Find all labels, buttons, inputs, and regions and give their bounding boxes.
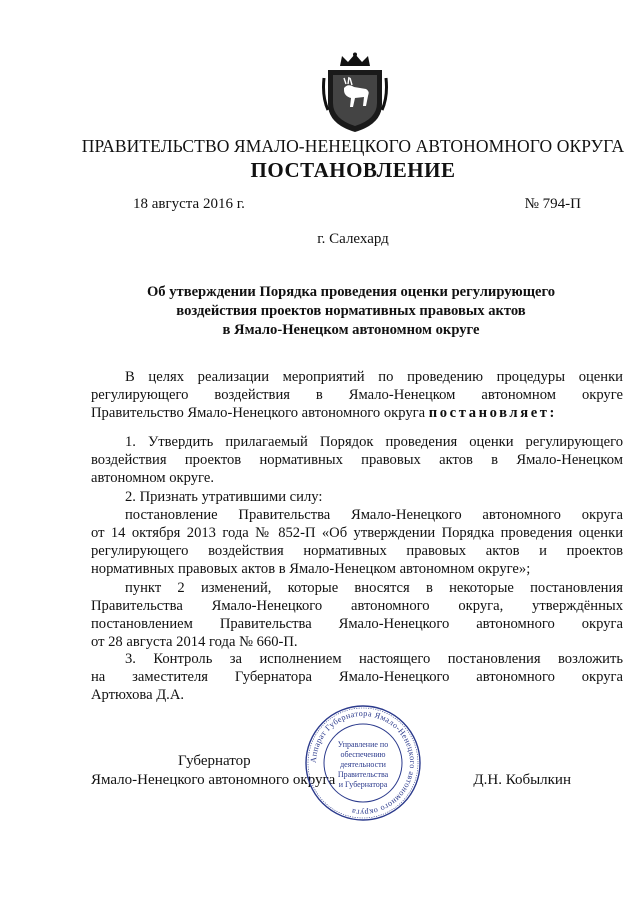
- text-line: нормативных правовых актов в Ямало-Ненецком автономном округе»;: [91, 561, 531, 578]
- text-line: регулирующего воздействия в Ямало-Ненецком автономном округе: [91, 387, 623, 404]
- text-line: на заместителя Губернатора Ямало-Ненецкого автономного округа: [91, 669, 623, 686]
- preamble-paragraph: [91, 368, 623, 423]
- text-line: Правительства Ямало-Ненецкого автономного округа, утверждённых: [91, 597, 623, 614]
- stamp-center-line: и Губернатора: [338, 780, 388, 789]
- text-line: 1. Утвердить прилагаемый Порядок проведения оценки регулирующего: [125, 434, 623, 450]
- text-line: воздействия проектов нормативных правовых актов в Ямало-Ненецком: [91, 452, 623, 469]
- stamp-center-line: Правительства: [337, 770, 389, 779]
- document-number: № 794-П: [524, 196, 581, 212]
- title-line: воздействия проектов нормативных правовых актов: [176, 303, 526, 319]
- text-line: от 14 октября 2013 года № 852-П «Об утверждении Порядка проведения оценки: [91, 524, 623, 541]
- signatory-position: [91, 752, 335, 790]
- position-title: Губернатор: [178, 753, 251, 769]
- text-line: автономном округе.: [91, 470, 214, 487]
- decree-items: [91, 433, 623, 651]
- title-line: Об утверждении Порядка проведения оценки регулирующего: [146, 284, 556, 300]
- document-title: [126, 283, 576, 340]
- title-line: в Ямало-Ненецком автономном округе: [222, 322, 480, 338]
- text-line: постановление Правительства Ямало-Ненецкого автономного округа: [125, 506, 623, 523]
- document-type: ПОСТАНОВЛЕНИЕ: [250, 158, 456, 182]
- government-name: ПРАВИТЕЛЬСТВО ЯМАЛО-НЕНЕЦКОГО АВТОНОМНОГО ОКРУГА: [81, 136, 625, 156]
- control-paragraph: [91, 650, 623, 705]
- text-line: от 28 августа 2014 года № 660-П.: [91, 634, 298, 651]
- decree-verb: постановляет:: [428, 405, 558, 422]
- stamp-ring-text: Аппарат Губернатора Ямало-Ненецкого автономного округа: [308, 708, 418, 818]
- text-fragment: Правительство Ямало-Ненецкого автономного округа: [91, 405, 429, 422]
- stamp-center-line: обеспечению: [340, 750, 386, 759]
- stamp-center-line: деятельности: [340, 760, 386, 769]
- coat-of-arms-emblem: [322, 52, 388, 134]
- text-line: пункт 2 изменений, которые вносятся в некоторые постановления: [125, 579, 623, 596]
- signatory-name: Д.Н. Кобылкин: [473, 772, 571, 788]
- document-date: 18 августа 2016 г.: [133, 196, 245, 212]
- text-line: постановлением Правительства Ямало-Ненецкого автономного округа: [91, 615, 623, 632]
- official-stamp: [303, 703, 423, 823]
- text-line: В целях реализации мероприятий по проведению процедуры оценки: [125, 369, 623, 385]
- text-line: регулирующего воздействия нормативных правовых актов и проектов: [91, 543, 623, 560]
- position-organization: Ямало-Ненецкого автономного округа: [91, 772, 336, 788]
- text-line: Артюхова Д.А.: [91, 687, 185, 704]
- text-line: 3. Контроль за исполнением настоящего постановления возложить: [125, 651, 623, 667]
- stamp-center-line: Управление по: [337, 740, 389, 749]
- text-line: [91, 404, 623, 422]
- text-line: 2. Признать утратившими силу:: [125, 488, 323, 505]
- document-city: г. Салехард: [317, 231, 389, 247]
